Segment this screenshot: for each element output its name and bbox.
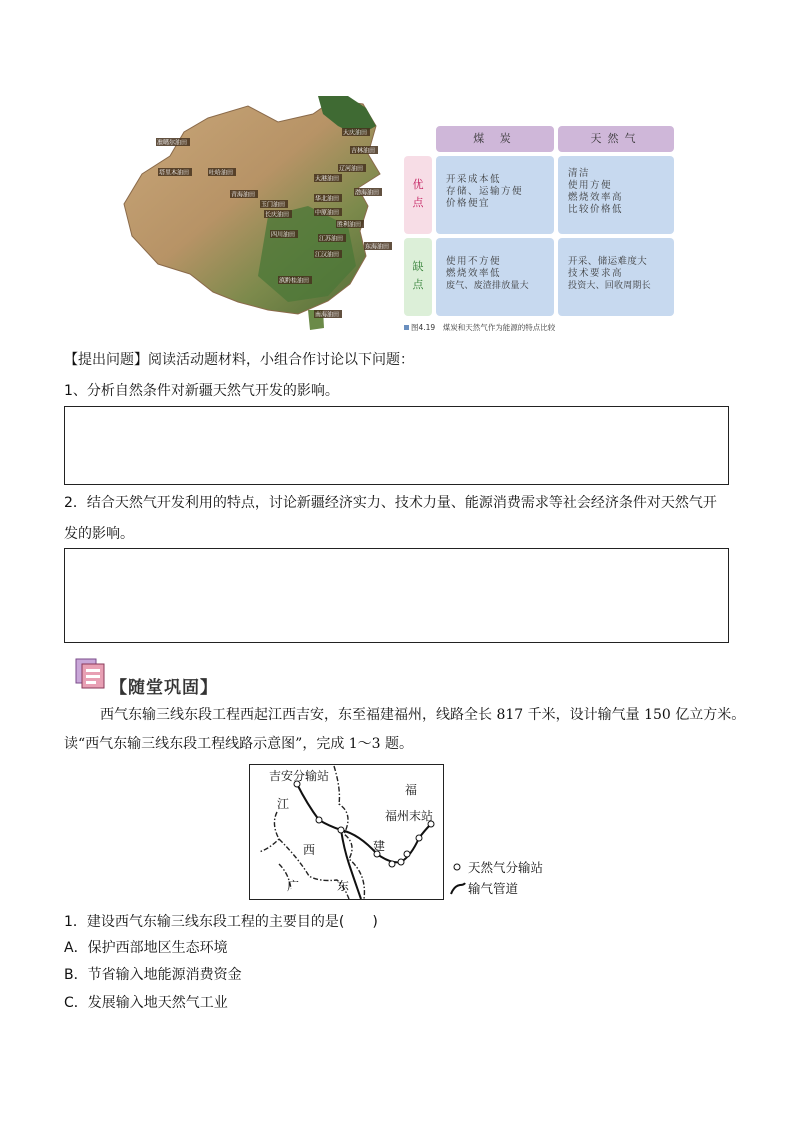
row-label-cons: 缺 点 — [404, 238, 432, 316]
legend-pipeline: 输气管道 — [468, 881, 519, 896]
svg-text:胜利油田: 胜利油田 — [337, 221, 362, 229]
text: 比较价格低 — [568, 204, 624, 215]
section-title: 【随堂巩固】 — [110, 678, 218, 698]
station — [338, 827, 344, 833]
station — [404, 851, 410, 857]
question-2-line1: 2．结合天然气开发利用的特点，讨论新疆经济实力、技术力量、能源消费需求等社会经济条件对天然气开 — [64, 495, 717, 511]
option-a[interactable]: A．保护西部地区生态环境 — [64, 940, 228, 956]
station — [398, 859, 404, 865]
intro-line-1: 西气东输三线东段工程西起江西吉安，东至福建福州，线路全长 817 千米，设计输气量 150 亿立方米。 — [100, 707, 746, 723]
svg-text:东海油田: 东海油田 — [365, 243, 390, 251]
text: 燃烧效率低 — [446, 268, 502, 279]
svg-text:江苏油田: 江苏油田 — [319, 235, 344, 243]
book-icon — [74, 657, 110, 691]
station — [416, 835, 422, 841]
answer-box-2[interactable] — [64, 548, 729, 643]
svg-text:华北油田: 华北油田 — [315, 195, 340, 203]
row-label-pros: 优 点 — [404, 156, 432, 234]
text: 使用方便 — [568, 180, 613, 191]
text: 废气、废渣排放量大 — [446, 281, 529, 291]
option-b[interactable]: B．节省输入地能源消费资金 — [64, 967, 242, 983]
text: 存储、运输方便 — [446, 186, 524, 197]
svg-text:南海油田: 南海油田 — [315, 311, 340, 319]
svg-text:青海油田: 青海油田 — [231, 191, 256, 199]
header-gas: 天然气 — [558, 126, 674, 152]
label-jian-station: 吉安分输站 — [269, 769, 330, 783]
caption-text: 图4.19 煤炭和天然气作为能源的特点比较 — [411, 323, 556, 332]
label-jiang: 江 — [277, 797, 290, 811]
svg-text:渤海油田: 渤海油田 — [355, 189, 380, 197]
svg-text:辽河油田: 辽河油田 — [339, 165, 364, 173]
pipeline-legend-icon — [450, 882, 466, 896]
cell-coal-cons — [436, 238, 554, 316]
answer-box-1[interactable] — [64, 406, 729, 485]
text: 技术要求高 — [568, 268, 624, 279]
question-1: 1、分析自然条件对新疆天然气开发的影响。 — [64, 383, 339, 399]
text: 使用不方便 — [446, 256, 502, 267]
svg-text:中原油田: 中原油田 — [315, 209, 340, 217]
label-guang: 广 — [287, 879, 300, 893]
svg-text:吐哈油田: 吐哈油田 — [209, 169, 234, 177]
station-legend-icon — [452, 862, 462, 872]
cell-gas-cons — [558, 238, 674, 316]
label-dong: 东 — [337, 879, 350, 893]
caption-marker — [404, 325, 409, 330]
svg-text:塔里木油田: 塔里木油田 — [159, 169, 190, 177]
svg-text:准噶尔油田: 准噶尔油田 — [157, 139, 188, 147]
mcq-stem: 1．建设西气东输三线东段工程的主要目的是( ) — [64, 914, 378, 930]
text: 清洁 — [568, 168, 591, 179]
label-jian: 建 — [373, 839, 386, 853]
intro-line-2: 读“西气东输三线东段工程线路示意图”，完成 1～3 题。 — [64, 736, 414, 752]
svg-text:江汉油田: 江汉油田 — [315, 251, 340, 259]
pipeline-route-map — [249, 764, 444, 900]
table-caption — [404, 322, 555, 333]
svg-text:玉门油田: 玉门油田 — [261, 201, 286, 209]
svg-text:长庆油田: 长庆油田 — [265, 211, 290, 219]
option-c[interactable]: C．发展输入地天然气工业 — [64, 995, 228, 1011]
cell-coal-pros — [436, 156, 554, 234]
label-xi: 西 — [303, 843, 316, 857]
discussion-prompt: 【提出问题】阅读活动题材料，小组合作讨论以下问题： — [64, 352, 414, 368]
svg-text:四川油田: 四川油田 — [271, 231, 296, 239]
header-coal: 煤 炭 — [436, 126, 554, 152]
label-fuzhou-station: 福州末站 — [385, 809, 434, 823]
station — [389, 861, 395, 867]
svg-text:滇黔桂油田: 滇黔桂油田 — [279, 277, 310, 285]
label-fu: 福 — [405, 783, 418, 797]
text: 开采成本低 — [446, 174, 502, 185]
text: 燃烧效率高 — [568, 192, 624, 203]
text: 价格便宜 — [446, 198, 491, 209]
station — [316, 817, 322, 823]
text: 开采、储运难度大 — [568, 256, 648, 267]
question-2-line2: 发的影响。 — [64, 526, 134, 542]
text: 投资大、回收周期长 — [568, 281, 651, 291]
cell-gas-pros — [558, 156, 674, 234]
legend-station: 天然气分输站 — [468, 860, 544, 875]
svg-text:大庆油田: 大庆油田 — [343, 129, 368, 137]
svg-text:吉林油田: 吉林油田 — [351, 147, 376, 155]
svg-text:大港油田: 大港油田 — [315, 175, 340, 183]
oilfield-map — [118, 96, 398, 338]
